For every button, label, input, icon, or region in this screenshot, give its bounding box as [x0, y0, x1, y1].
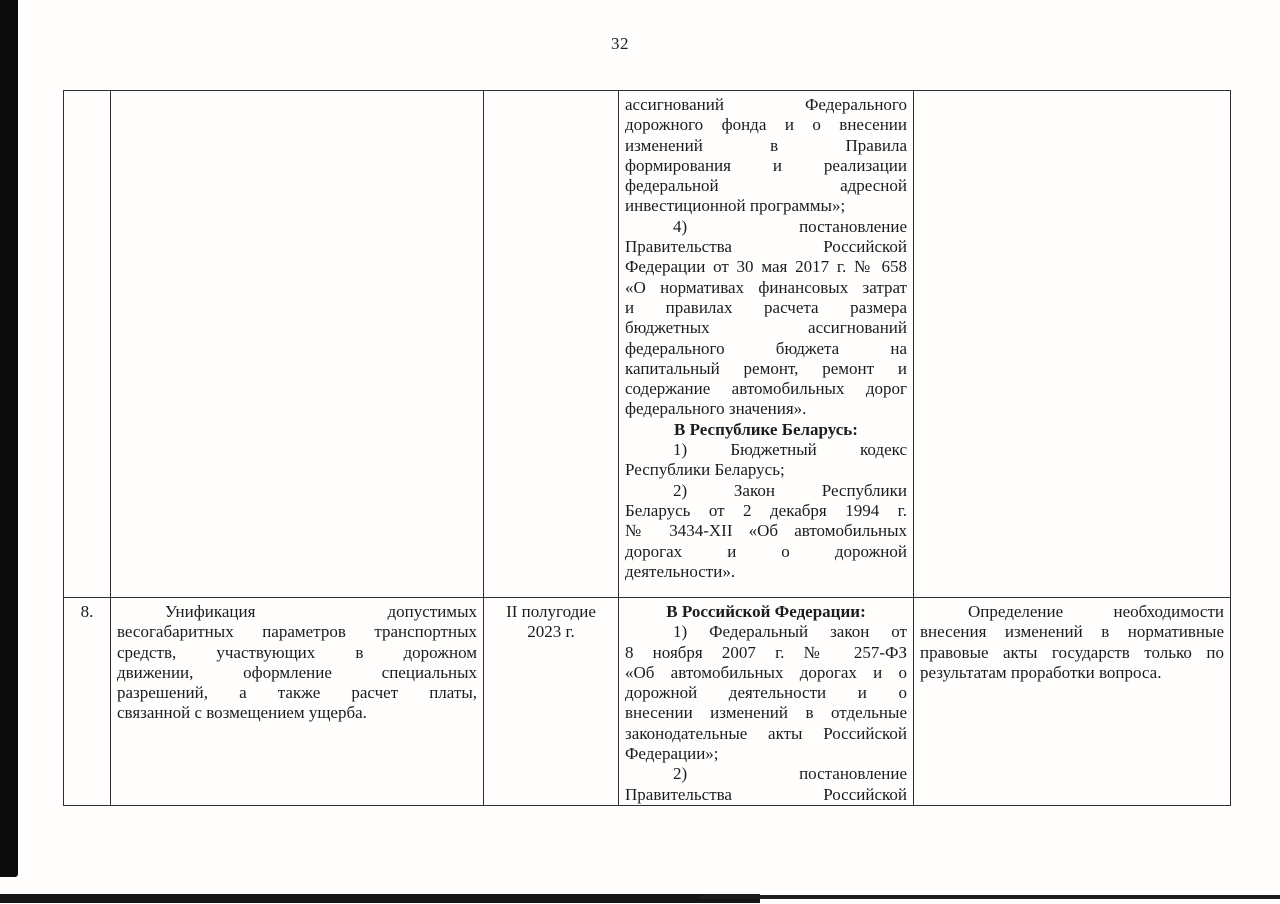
text-line: «Об автомобильных дорогах и о: [625, 662, 907, 682]
paragraph: [490, 602, 612, 643]
text-line: Унификация допустимых: [165, 602, 477, 621]
table-row-7-continuation: [64, 91, 1231, 598]
paragraph: [625, 95, 907, 217]
text-line: «О нормативах финансовых затрат: [625, 277, 907, 297]
text-line: Республики Беларусь;: [625, 460, 785, 480]
text-line: ассигнований Федерального: [625, 95, 907, 114]
scan-artifact-left-edge: [0, 0, 18, 877]
paragraph: [625, 602, 907, 622]
text-line: деятельности».: [625, 561, 736, 581]
text-line: 2) Закон Республики: [673, 480, 907, 500]
cell-row7-note: [914, 91, 1231, 598]
paragraph: [625, 764, 907, 805]
text-line: 1) Бюджетный кодекс: [673, 440, 907, 460]
scan-artifact-bottom-line: [700, 895, 1280, 899]
text-line: 4) постановление: [673, 216, 907, 236]
text-line: инвестиционной программы»;: [625, 196, 846, 216]
text-line: законодательные акты Российской: [625, 723, 907, 743]
text-line: правовые акты государств только по: [920, 642, 1224, 662]
text-line: содержание автомобильных дорог: [625, 379, 907, 399]
cell-row7-period: [484, 91, 619, 598]
text-line: результатам проработки вопроса.: [920, 662, 1162, 682]
cell-row8-note: [914, 598, 1231, 806]
paragraph: [625, 420, 907, 440]
text-line: Правительства Российской: [625, 784, 907, 804]
text-line: внесения изменений в нормативные: [920, 622, 1224, 642]
table-row-8: [64, 598, 1231, 806]
cell-row8-number: 8.: [64, 598, 111, 806]
text-line: Определение необходимости: [968, 602, 1224, 621]
paragraph: [625, 622, 907, 764]
text-line: Беларусь от 2 декабря 1994 г.: [625, 500, 907, 520]
text-line: Федерации»;: [625, 744, 719, 764]
text-line: движении, оформление специальных: [117, 662, 477, 682]
paragraph: [920, 602, 1224, 683]
text-line: В Российской Федерации:: [666, 602, 866, 621]
text-line: 2023 г.: [527, 622, 575, 642]
text-line: 2) постановление: [673, 764, 907, 784]
text-line: дорожной деятельности и о: [625, 683, 907, 703]
cell-row7-legal-basis: [619, 91, 914, 598]
text-line: капитальный ремонт, ремонт и: [625, 358, 907, 378]
cell-row7-number: [64, 91, 111, 598]
text-line: Правительства Российской: [625, 237, 907, 257]
text-line: разрешений, а также расчет платы,: [117, 683, 477, 703]
paragraph: [625, 440, 907, 481]
text-line: средств, участвующих в дорожном: [117, 642, 477, 662]
document-table: [63, 90, 1231, 806]
text-line: В Республике Беларусь:: [674, 419, 858, 439]
text-line: 8 ноября 2007 г. № 257-ФЗ: [625, 642, 907, 662]
cell-row7-activity: [111, 91, 484, 598]
text-line: связанной с возмещением ущерба.: [117, 703, 367, 723]
text-line: внесении изменений в отдельные: [625, 703, 907, 723]
text-line: формирования и реализации: [625, 155, 907, 175]
cell-row8-activity: [111, 598, 484, 806]
page-number: 32: [611, 34, 629, 53]
text-line: федерального значения».: [625, 399, 807, 419]
paragraph: [117, 602, 477, 724]
text-line: весогабаритных параметров транспортных: [117, 622, 477, 642]
text-line: II полугодие: [506, 602, 596, 621]
text-line: дорожного фонда и о внесении: [625, 115, 907, 135]
text-line: 1) Федеральный закон от: [673, 622, 907, 642]
text-line: дорогах и о дорожной: [625, 541, 907, 561]
text-line: Федерации от 30 мая 2017 г. № 658: [625, 257, 907, 277]
text-line: бюджетных ассигнований: [625, 318, 907, 338]
text-line: федеральной адресной: [625, 176, 907, 196]
text-line: № 3434-XII «Об автомобильных: [625, 521, 907, 541]
paragraph: [625, 217, 907, 420]
text-line: федерального бюджета на: [625, 338, 907, 358]
scan-artifact-bottom-bar: [0, 894, 760, 903]
text-line: изменений в Правила: [625, 135, 907, 155]
paragraph: [625, 481, 907, 582]
cell-row8-legal-basis: [619, 598, 914, 806]
text-line: и правилах расчета размера: [625, 297, 907, 317]
cell-row8-period: [484, 598, 619, 806]
